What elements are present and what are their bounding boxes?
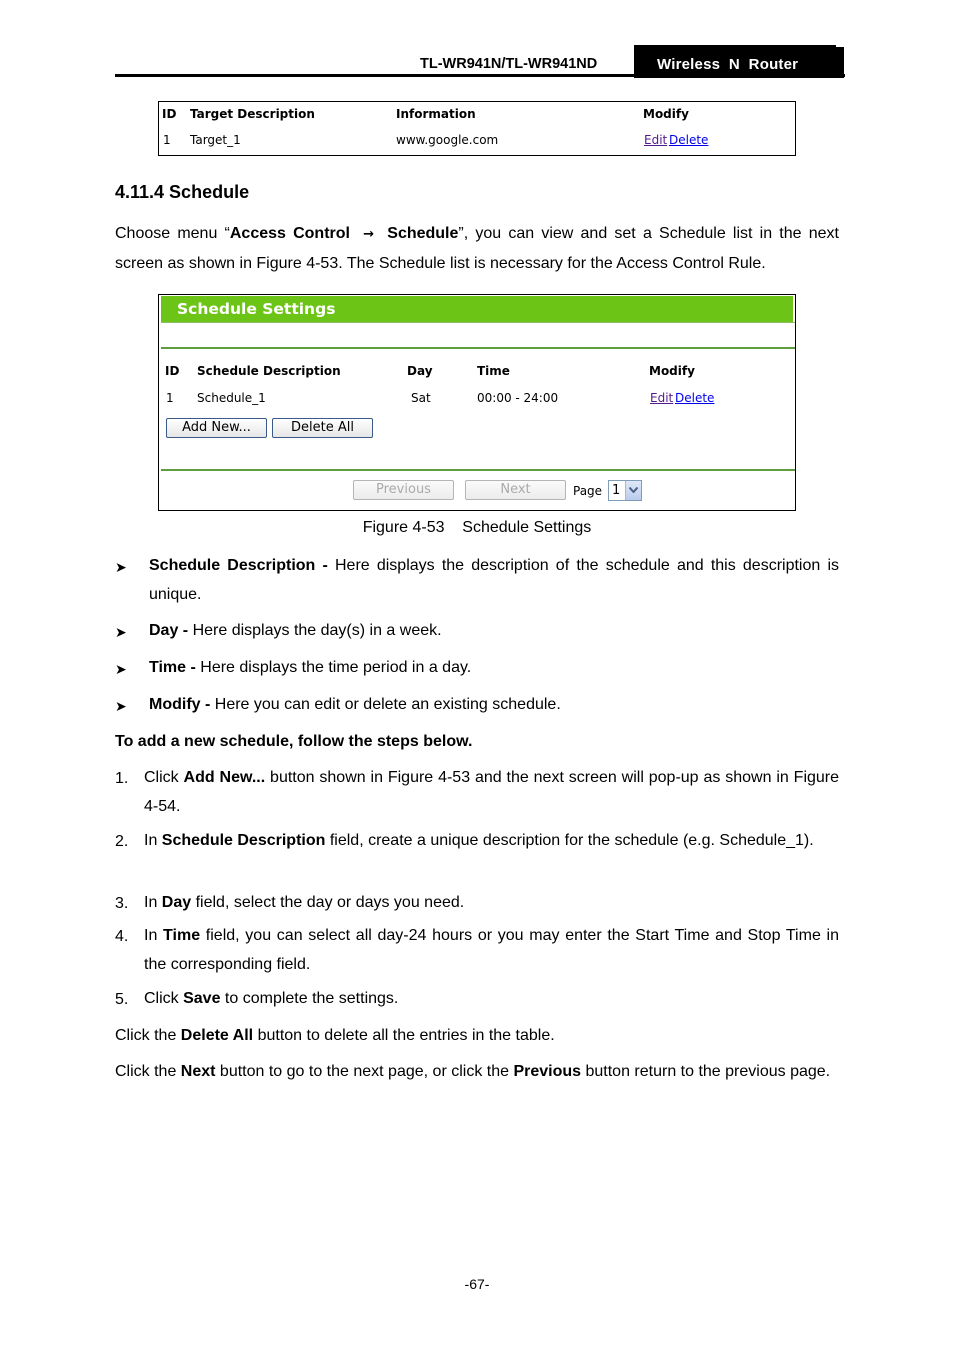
title-underline <box>161 322 795 323</box>
target-table-panel <box>158 101 796 156</box>
delete-all-button[interactable]: Delete All <box>272 418 373 438</box>
bullet-text: Here displays the time period in a day. <box>195 659 472 676</box>
intro-text-start: Choose menu “ <box>115 225 230 242</box>
bullet-arrow-icon: ➤ <box>115 624 127 640</box>
add-new-button[interactable]: Add New... <box>166 418 267 438</box>
step-number: 3. <box>115 895 129 912</box>
intro-paragraph <box>115 220 839 278</box>
intro-menu-access-control: Access Control <box>229 225 350 242</box>
step-number: 2. <box>115 833 129 850</box>
bullet-day <box>149 617 839 646</box>
target-header-id: ID <box>162 107 177 121</box>
target-row-information: www.google.com <box>396 133 499 147</box>
page-number: -67- <box>464 1276 490 1292</box>
step-bold: Time <box>163 927 201 944</box>
bullet-term: Time - <box>149 659 196 676</box>
header-model: TL-WR941N/TL-WR941ND <box>420 56 598 72</box>
page-label: Page <box>573 484 603 498</box>
schedule-header-modify: Modify <box>649 364 695 378</box>
bullet-schedule-description <box>149 552 839 609</box>
step-item <box>144 985 839 1014</box>
schedule-row-id: 1 <box>166 391 174 405</box>
step-bold: Add New... <box>183 769 266 786</box>
delete-all-paragraph <box>115 1022 839 1051</box>
intro-menu-schedule: Schedule <box>387 225 459 242</box>
para-text: Click the <box>115 1027 181 1044</box>
schedule-header-time: Time <box>477 364 510 378</box>
next-previous-paragraph <box>115 1058 839 1087</box>
bullet-modify <box>149 691 839 720</box>
target-edit-link[interactable]: Edit <box>644 133 668 147</box>
step-item <box>144 827 839 856</box>
target-row-description: Target_1 <box>190 133 241 147</box>
para-bold: Next <box>180 1063 216 1080</box>
schedule-delete-link[interactable]: Delete <box>675 391 715 405</box>
step-text: In <box>144 832 162 849</box>
para-text: button return to the previous page. <box>581 1063 831 1080</box>
menu-arrow-icon: → <box>363 227 375 242</box>
bullet-text: Here displays the description of the schedule and this description is unique. <box>149 557 839 603</box>
para-text: button to delete all the entries in the table. <box>253 1027 555 1044</box>
step-text: field, select the day or days you need. <box>191 894 465 911</box>
target-header-information: Information <box>396 107 476 121</box>
chevron-down-icon <box>625 481 641 500</box>
schedule-row-day: Sat <box>411 391 431 405</box>
bullet-term: Schedule Description - <box>149 557 328 574</box>
bullet-arrow-icon: ➤ <box>115 698 127 714</box>
figure-caption <box>0 519 954 537</box>
step-number: 1. <box>115 770 129 787</box>
schedule-header-description: Schedule Description <box>197 364 341 378</box>
page-select[interactable] <box>608 480 642 501</box>
figure-caption-text: Figure 4-53 Schedule Settings <box>362 519 592 536</box>
bullet-arrow-icon: ➤ <box>115 661 127 677</box>
schedule-header-id: ID <box>165 364 180 378</box>
steps-heading: To add a new schedule, follow the steps below. <box>115 733 473 750</box>
step-bold: Day <box>161 894 192 911</box>
step-text: In <box>144 894 162 911</box>
step-text: field, you can select all day-24 hours or you may enter the Start Time and Stop Time in the corresponding field. <box>144 927 839 973</box>
schedule-settings-panel <box>158 294 796 511</box>
header-box-tick <box>836 45 844 47</box>
target-header-description: Target Description <box>190 107 315 121</box>
step-text: button shown in Figure 4-53 and the next screen will pop-up as shown in Figure 4-54. <box>144 769 840 815</box>
step-item <box>144 889 839 918</box>
step-text: to complete the settings. <box>220 990 399 1007</box>
schedule-row-description: Schedule_1 <box>197 391 266 405</box>
page-select-value: 1 <box>612 483 621 498</box>
step-text: In <box>144 927 164 944</box>
schedule-panel-title: Schedule Settings <box>161 296 793 322</box>
schedule-row-time: 00:00 - 24:00 <box>477 391 559 405</box>
step-text: Click <box>144 769 184 786</box>
para-bold: Previous <box>513 1063 582 1080</box>
step-item <box>144 922 839 979</box>
header-product: Wireless N Router <box>657 56 799 73</box>
target-row-id: 1 <box>163 133 171 147</box>
step-number: 4. <box>115 928 129 945</box>
section-title: 4.11.4 Schedule <box>115 182 250 202</box>
bullet-term: Modify - <box>149 696 211 713</box>
schedule-header-day: Day <box>407 364 433 378</box>
bullet-arrow-icon: ➤ <box>115 559 127 575</box>
table-bottom-divider <box>161 469 795 471</box>
bullet-time <box>149 654 839 683</box>
step-bold: Save <box>183 990 221 1007</box>
bullet-text: Here you can edit or delete an existing schedule. <box>210 696 561 713</box>
schedule-edit-link[interactable]: Edit <box>650 391 674 405</box>
step-number: 5. <box>115 991 129 1008</box>
step-item <box>144 764 839 821</box>
para-text: button to go to the next page, or click the <box>215 1063 514 1080</box>
target-header-modify: Modify <box>643 107 689 121</box>
step-bold: Schedule Description <box>161 832 326 849</box>
step-text: field, create a unique description for the schedule (e.g. Schedule_1). <box>325 832 814 849</box>
table-top-divider <box>161 347 795 349</box>
intro-text-end: ”, you can view and set a Schedule list in the next screen as shown in Figure 4-53. The Schedule list is necessary for the Access Control Rule. <box>115 225 839 272</box>
next-button[interactable]: Next <box>465 480 566 500</box>
bullet-term: Day - <box>149 622 189 639</box>
header-rule <box>115 74 845 77</box>
target-delete-link[interactable]: Delete <box>669 133 709 147</box>
step-text: Click <box>144 990 184 1007</box>
previous-button[interactable]: Previous <box>353 480 454 500</box>
para-bold: Delete All <box>180 1027 254 1044</box>
para-text: Click the <box>115 1063 181 1080</box>
bullet-text: Here displays the day(s) in a week. <box>188 622 442 639</box>
